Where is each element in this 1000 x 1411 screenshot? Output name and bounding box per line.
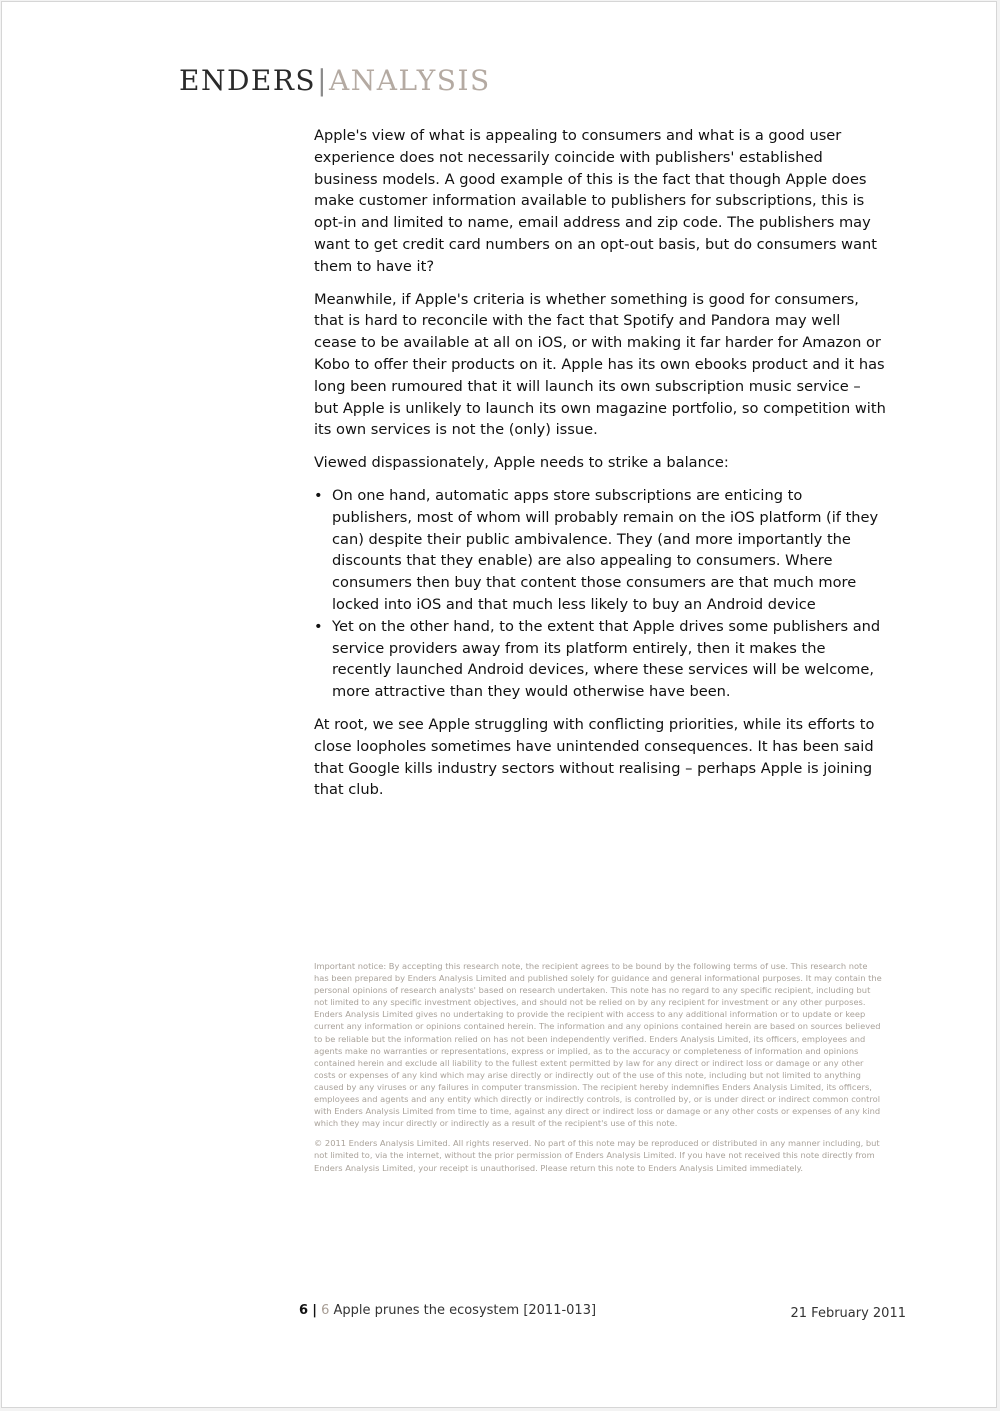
copyright-text: © 2011 Enders Analysis Limited. All rights reserved. No part of this note may be reproduced or distributed in any manner including, but not limited to, via the internet, without the prior permission of Enders Analysis Limited. If you have not received this note directly from Enders Analysis Limited, your receipt is unauthorised. Please return this note to Enders Analysis Limited immediately. <box>314 1138 880 1173</box>
balance-bullet-list <box>314 485 886 703</box>
paragraph-2: Meanwhile, if Apple's criteria is whether something is good for consumers, that is hard to reconcile with the fact that Spotify and Pandora may well cease to be available at all on iOS, or with making it far harder for Amazon or Kobo to offer their products on it. Apple has its own ebooks product and it has long been rumoured that it will launch its own subscription music service – but Apple is unlikely to launch its own magazine portfolio, so competition with its own services is not the (only) issue. <box>314 290 886 439</box>
article-body <box>314 125 886 812</box>
legal-notice <box>314 960 884 1182</box>
publication-date: 21 February 2011 <box>790 1306 906 1321</box>
important-notice-text: Important notice: By accepting this research note, the recipient agrees to be bound by the following terms of use. This research note has been prepared by Enders Analysis Limited and published solely for guidance and general informational purposes. It may contain the personal opinions of research analysts' based on research undertaken. This note has no regard to any specific recipient, including but not limited to any specific investment objectives, and should not be relied on by any recipient for investment or any other purposes. Enders Analysis Limited gives no undertaking to provide the recipient with access to any additional information or to update or keep current any information or opinions contained herein. The information and any opinions contained herein are based on sources believed to be reliable but the information relied on has not been independently verified. Enders Analysis Limited, its officers, employees and agents make no warranties or representations, express or implied, as to the accuracy or completeness of information and opinions contained herein and exclude all liability to the fullest extent permitted by law for any direct or indirect loss or damage or any other costs or expenses of any kind which may arise directly or indirectly out of the use of this note, including but not limited to anything caused by any viruses or any failures in computer transmission. The recipient hereby indemnifies Enders Analysis Limited, its officers, employees and agents and any entity which directly or indirectly controls, is controlled by, or is under direct or indirect common control with Enders Analysis Limited from time to time, against any direct or indirect loss or damage or any other costs or expenses of any kind which they may incur directly or indirectly as a result of the recipient's use of this note. <box>314 961 882 1129</box>
bullet-icon: • <box>314 486 323 504</box>
page-number: 6 <box>299 1303 309 1318</box>
document-page <box>1 1 997 1408</box>
paragraph-1: Apple's view of what is appealing to consumers and what is a good user experience does not necessarily coincide with publishers' established business models. A good example of this is the fact that though Apple does make customer information available to publishers for subscriptions, this is opt-in and limited to name, email address and zip code. The publishers may want to get credit card numbers on an opt-out basis, but do consumers want them to have it? <box>314 127 877 275</box>
bullet-icon: • <box>314 617 323 635</box>
paragraph-4: At root, we see Apple struggling with conflicting priorities, while its efforts to close loopholes sometimes have unintended consequences. It has been said that Google kills industry sectors without realising – perhaps Apple is joining that club. <box>314 715 875 799</box>
logo-brand-secondary: ANALYSIS <box>329 64 491 97</box>
footer-separator: | <box>312 1303 317 1318</box>
bullet-item-2 <box>314 616 886 703</box>
page-total: 6 <box>321 1303 330 1318</box>
logo-brand-primary: ENDERS <box>179 64 317 97</box>
enders-analysis-logo <box>179 64 491 98</box>
logo-separator: | <box>317 64 329 97</box>
bullet-item-1 <box>314 485 886 616</box>
paragraph-3: Viewed dispassionately, Apple needs to strike a balance: <box>314 454 729 472</box>
bullet-text-1: On one hand, automatic apps store subscriptions are enticing to publishers, most of whom will probably remain on the iOS platform (if they can) despite their public ambivalence. They (and more importantly the discounts that they enable) are also appealing to consumers. Where consumers then buy that content those consumers are that much more locked into iOS and that much less likely to buy an Android device <box>332 486 879 613</box>
bullet-text-2: Yet on the other hand, to the extent that Apple drives some publishers and service providers away from its platform entirely, then it makes the recently launched Android devices, where these services will be welcome, more attractive than they would otherwise have been. <box>332 617 881 701</box>
document-title: Apple prunes the ecosystem [2011-013] <box>333 1303 597 1318</box>
page-footer-left <box>299 1302 596 1320</box>
